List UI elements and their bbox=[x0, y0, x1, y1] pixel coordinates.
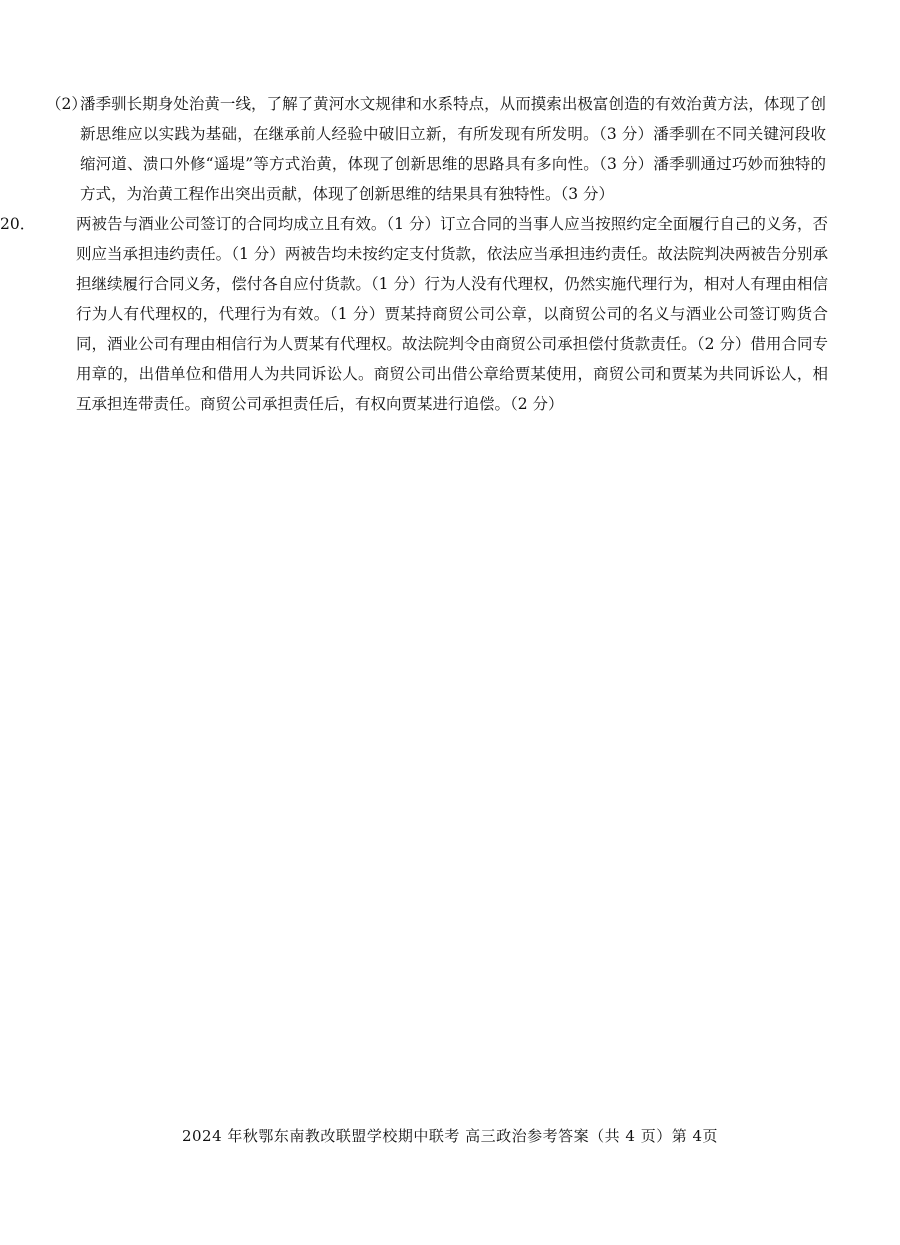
answer-20 bbox=[0, 209, 828, 419]
answer-19-part-2 bbox=[38, 89, 828, 209]
answer-number: （2） bbox=[46, 95, 87, 113]
page-footer: 2024 年秋鄂东南教改联盟学校期中联考 高三政治参考答案（共 4 页）第 4页 bbox=[181, 1127, 719, 1145]
answer-text: 两被告与酒业公司签订的合同均成立且有效。（1 分）订立合同的当事人应当按照约定全面履行自己的义务，否则应当承担违约责任。（1 分）两被告均未按约定支付货款，依法应当承担违约责任。故法院判决两被告分别承担继续履行合同义务，偿付各自应付货款。（1 分）行为人没有代理权，仍然实施代理行为，相对人有理由相信行为人有代理权的，代理行为有效。（1 分）贾某持商贸公司公章，以商贸公司的名义与酒业公司签订购货合同，酒业公司有理由相信行为人贾某有代理权。故法院判令由商贸公司承担偿付货款责任。（2 分）借用合同专用章的，出借单位和借用人为共同诉讼人。商贸公司出借公章给贾某使用，商贸公司和贾某为共同诉讼人，相互承担连带责任。商贸公司承担责任后，有权向贾某进行追偿。（2 分） bbox=[76, 215, 828, 413]
answer-number: 20． bbox=[0, 215, 36, 233]
answer-text: 潘季驯长期身处治黄一线，了解了黄河水文规律和水系特点，从而摸索出极富创造的有效治黄方法，体现了创新思维应以实践为基础，在继承前人经验中破旧立新，有所发现有所发明。（3 分）潘季驯在不同关键河段收缩河道、溃口外修“遥堤”等方式治黄，体现了创新思维的思路具有多向性。（3 分）潘季驯通过巧妙而独特的方式，为治黄工程作出突出贡献，体现了创新思维的结果具有独特性。（3 分） bbox=[80, 95, 826, 203]
